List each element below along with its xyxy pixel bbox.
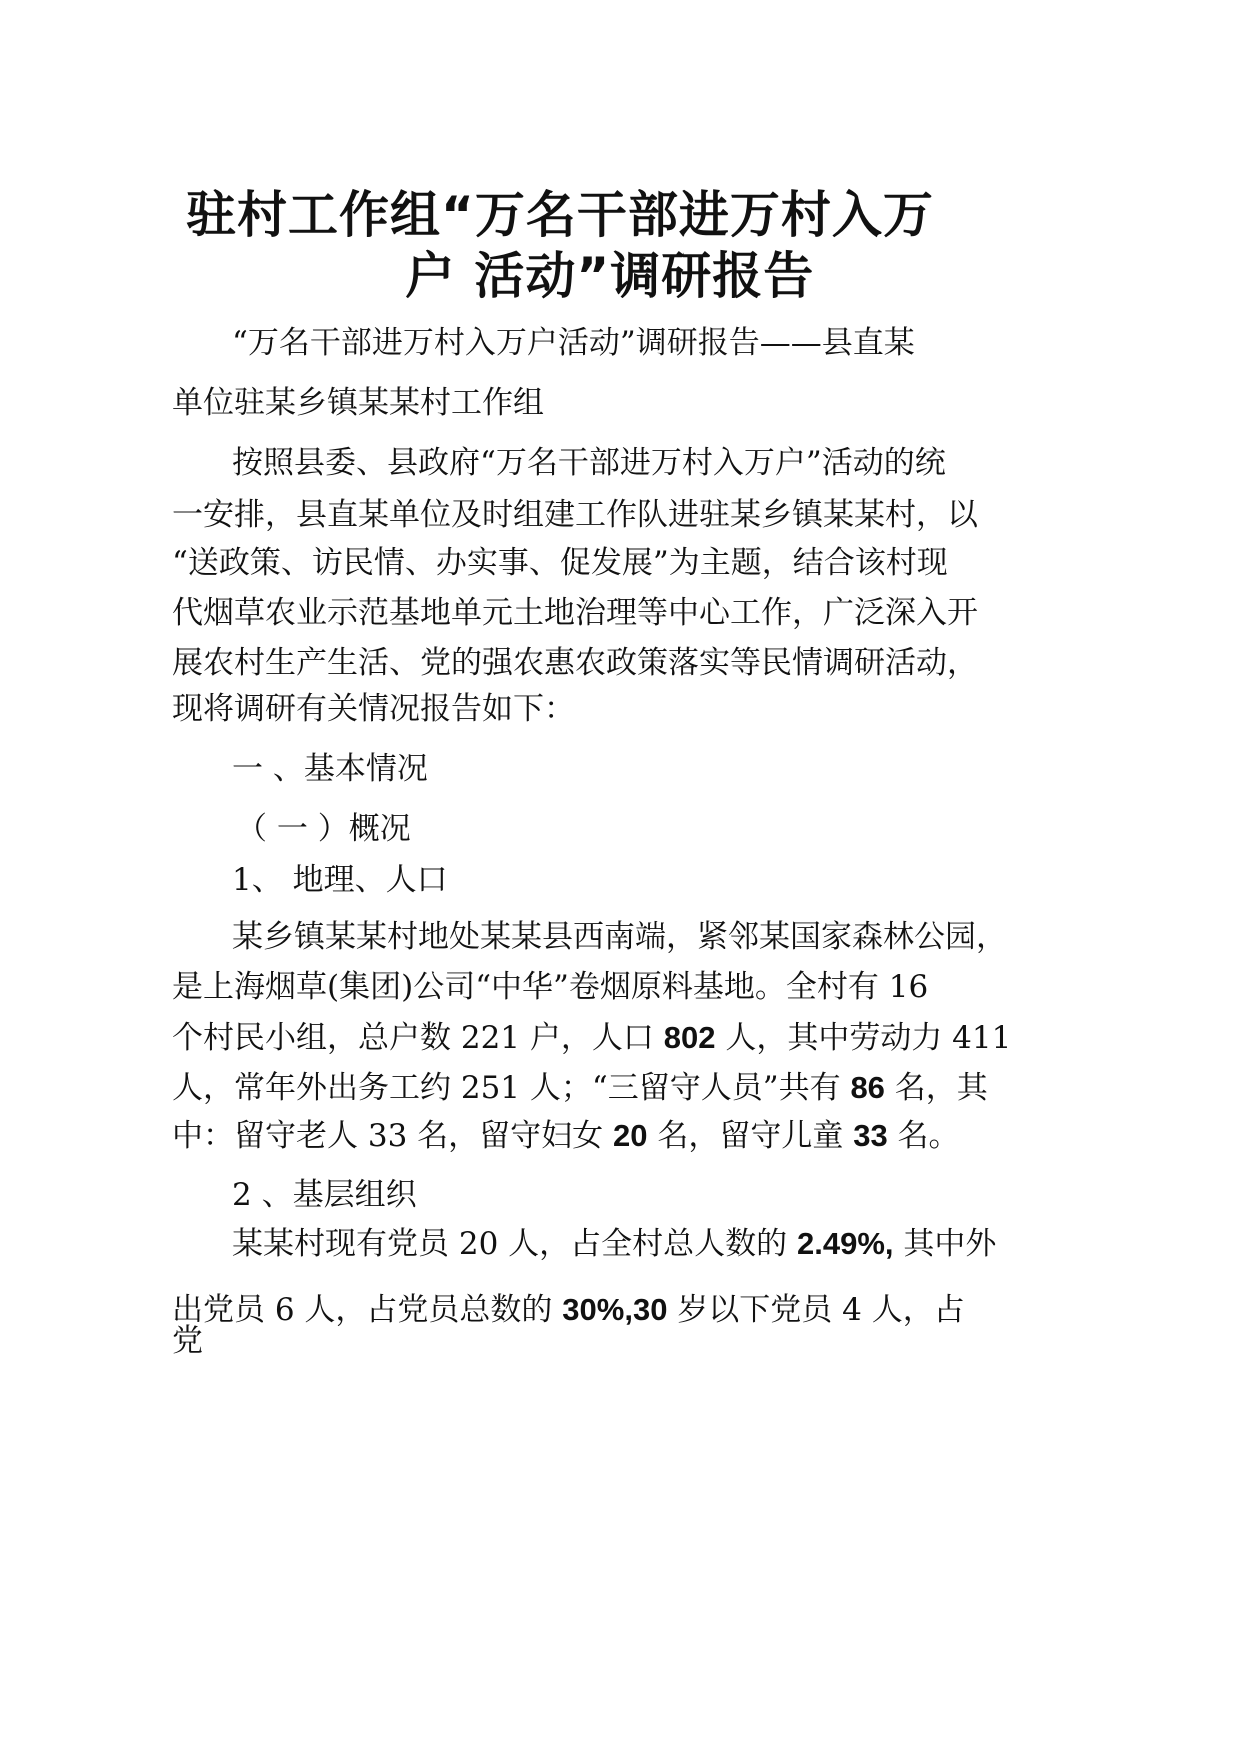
geo-line-3-text-a: 个村民小组，总户数 221 户，人口: [172, 1020, 664, 1056]
geo-line-5-text-a: 中：留守老人 33 名，留守妇女: [172, 1118, 614, 1154]
geo-line-4: [172, 1072, 988, 1104]
left-behind-total-number: 86: [850, 1070, 885, 1105]
geo-line-3: [172, 1022, 1011, 1054]
org-line-3: 党: [172, 1323, 203, 1359]
org-line-2-text-c: 岁以下党员 4 人，占: [667, 1292, 965, 1328]
geo-line-4-text-a: 人，常年外出务工约 251 人；“三留守人员”共有: [172, 1070, 851, 1106]
party-member-ratio: 2.49%,: [797, 1226, 894, 1261]
left-behind-children-number: 33: [853, 1118, 888, 1153]
item-heading-geography-population: 1、 地理、人口: [232, 862, 448, 898]
subtitle-line-1: “万名干部进万村入万户活动”调研报告——县直某: [232, 325, 915, 361]
population-number: 802: [663, 1020, 716, 1055]
document-title-line-2: 户 活动”调研报告: [405, 247, 815, 305]
intro-line-1: 按照县委、县政府“万名干部进万村入万户”活动的统: [232, 445, 946, 481]
left-behind-women-number: 20: [613, 1118, 648, 1153]
document-title-line-1: 驻村工作组“万名干部进万村入万: [186, 186, 934, 244]
geo-line-2: 是上海烟草(集团)公司“中华”卷烟原料基地。全村有 16: [172, 969, 929, 1005]
org-line-2-text-a: 出党员 6 人，占党员总数的: [172, 1292, 563, 1328]
org-line-1-text-a: 某某村现有党员 20 人，占全村总人数的: [232, 1226, 798, 1262]
geo-line-5: [172, 1120, 960, 1152]
intro-line-5: 展农村生产生活、党的强农惠农政策落实等民情调研活动，: [172, 645, 978, 681]
section-heading-basic-situation: 一 、基本情况: [232, 751, 428, 787]
intro-line-2: 一安排，县直某单位及时组建工作队进驻某乡镇某某村，以: [172, 497, 978, 533]
geo-line-5-text-e: 名。: [887, 1118, 960, 1154]
intro-line-3: “送政策、访民情、办实事、促发展”为主题，结合该村现: [172, 545, 948, 581]
outgoing-member-ratio: 30%,30: [562, 1292, 668, 1327]
org-line-1: [232, 1228, 996, 1260]
geo-line-3-text-c: 人，其中劳动力 411: [715, 1020, 1012, 1056]
subtitle-line-2: 单位驻某乡镇某某村工作组: [172, 385, 544, 421]
org-line-2: [172, 1294, 965, 1326]
item-heading-grassroots-organization: 2 、基层组织: [232, 1177, 417, 1213]
geo-line-4-text-c: 名，其: [884, 1070, 988, 1106]
org-line-1-text-c: 其中外: [893, 1226, 997, 1262]
intro-line-6: 现将调研有关情况报告如下：: [172, 691, 575, 727]
subsection-heading-overview: （ 一 ）概况: [236, 811, 411, 847]
intro-line-4: 代烟草农业示范基地单元土地治理等中心工作，广泛深入开: [172, 595, 978, 631]
geo-line-5-text-c: 名，留守儿童: [647, 1118, 854, 1154]
geo-line-1: 某乡镇某某村地处某某县西南端，紧邻某国家森林公园，: [232, 919, 1007, 955]
